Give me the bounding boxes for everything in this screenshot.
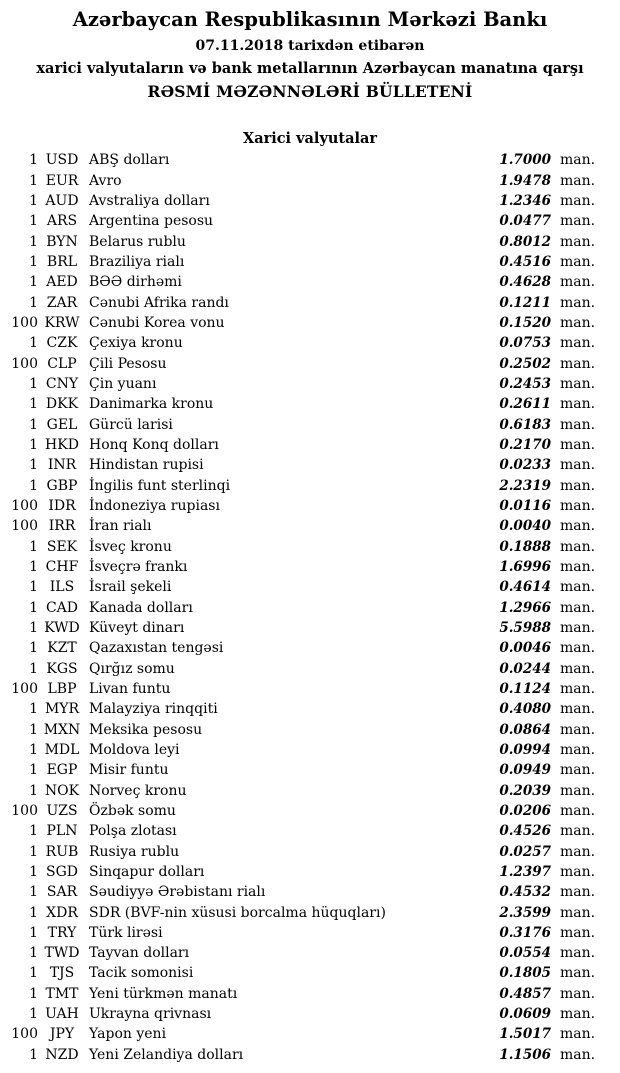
quantity: 1 [29, 233, 38, 250]
quantity: 100 [11, 355, 38, 372]
rate-row [0, 903, 620, 923]
rate-value: 0.0233 [499, 457, 551, 474]
currency-name: Danimarka kronu [89, 396, 214, 413]
currency-name: Yapon yeni [89, 1026, 167, 1043]
quantity: 1 [29, 924, 38, 941]
currency-code: KGS [46, 660, 78, 677]
currency-code: SAR [46, 884, 78, 901]
rate-row [0, 374, 620, 394]
currency-code: BYN [46, 233, 78, 250]
quantity: 100 [11, 680, 38, 697]
quantity: 1 [29, 599, 38, 616]
currency-name: Avstraliya dolları [89, 193, 210, 210]
currency-code: IDR [48, 497, 76, 514]
currency-unit-label: man. [560, 965, 596, 982]
currency-name: İsveç kronu [89, 538, 172, 555]
currency-name: Malayziya rinqqiti [89, 701, 218, 718]
currency-unit-label: man. [560, 802, 596, 819]
currency-code: SEK [46, 538, 78, 555]
quantity: 1 [29, 843, 38, 860]
rate-row [0, 435, 620, 455]
quantity: 1 [29, 436, 38, 453]
currency-code: NZD [45, 1046, 79, 1063]
currency-name: Moldova leyi [89, 741, 180, 758]
quantity: 1 [29, 1006, 38, 1023]
currency-name: Sinqapur dolları [89, 863, 205, 880]
rate-row [0, 598, 620, 618]
rate-value: 0.0206 [499, 802, 551, 819]
rate-value: 0.4526 [499, 823, 551, 840]
currency-code: DKK [45, 396, 79, 413]
currency-name: Kanada dolları [89, 599, 193, 616]
rate-row [0, 1024, 620, 1044]
currency-unit-label: man. [560, 945, 596, 962]
currency-name: Braziliya rialı [89, 254, 185, 270]
currency-code: GEL [46, 416, 78, 433]
currency-name: Livan funtu [89, 680, 171, 697]
currency-code: TWD [44, 945, 80, 962]
rate-value: 0.2453 [499, 375, 551, 392]
rate-row [0, 821, 620, 841]
currency-unit-label: man. [560, 416, 596, 433]
rate-row [0, 496, 620, 516]
rate-row [0, 882, 620, 902]
rate-value: 0.0040 [499, 518, 551, 535]
currency-name: Tayvan dolları [89, 945, 190, 962]
rate-row [0, 659, 620, 679]
rate-value: 0.0554 [499, 945, 551, 962]
currency-code: AED [46, 274, 78, 291]
quantity: 1 [29, 477, 38, 494]
currency-code: CAD [45, 599, 79, 616]
currency-unit-label: man. [560, 619, 596, 636]
currency-code: LBP [47, 680, 77, 697]
rate-value: 0.1805 [499, 965, 551, 982]
rate-value: 2.3599 [499, 904, 551, 921]
rate-row [0, 638, 620, 658]
currency-code: PLN [46, 823, 78, 840]
quantity: 1 [29, 579, 38, 596]
currency-code: EUR [45, 172, 79, 189]
currency-name: Meksika pesosu [89, 721, 203, 738]
currency-unit-label: man. [560, 152, 596, 169]
currency-unit-label: man. [560, 477, 596, 494]
rate-row [0, 557, 620, 577]
rate-value: 0.0257 [499, 843, 551, 860]
currency-unit-label: man. [560, 172, 596, 189]
currency-code: XDR [46, 904, 78, 921]
currency-name: Cənubi Korea vonu [89, 314, 225, 331]
currency-code: USD [45, 152, 79, 169]
currency-name: Çexiya kronu [89, 335, 183, 352]
bulletin-title: RƏSMİ MƏZƏNNƏLƏRİ BÜLLETENİ [147, 82, 473, 102]
rate-row [0, 272, 620, 292]
currency-name: Yeni Zelandiya dolları [89, 1046, 244, 1063]
rate-value: 1.1506 [499, 1046, 551, 1063]
rate-value: 0.0477 [499, 213, 551, 230]
quantity: 1 [29, 884, 38, 901]
quantity: 100 [11, 1026, 38, 1043]
currency-name: Misir funtu [89, 762, 169, 779]
section-title-foreign-currencies: Xarici valyutalar [242, 129, 378, 147]
currency-name: SDR (BVF-nin xüsusi borcalma hüquqları) [89, 904, 386, 921]
currency-unit-label: man. [560, 213, 596, 230]
rate-row [0, 191, 620, 211]
currency-name: Avro [89, 172, 122, 189]
currency-code: CNY [45, 375, 79, 392]
quantity: 1 [29, 274, 38, 291]
currency-code: KWD [44, 619, 80, 636]
rate-value: 0.2611 [499, 396, 551, 413]
rate-value: 0.0864 [499, 721, 551, 738]
rate-row [0, 943, 620, 963]
currency-code: TMT [45, 985, 79, 1002]
currency-code: ARS [46, 213, 78, 230]
currency-name: BƏƏ dirhəmi [89, 274, 182, 291]
currency-code: KRW [44, 314, 80, 331]
rate-value: 0.0609 [499, 1006, 551, 1023]
currency-name: Qırğız somu [89, 660, 175, 677]
rate-row [0, 760, 620, 780]
quantity: 100 [11, 497, 38, 514]
effective-date: 07.11.2018 tarixdən etibarən [195, 38, 425, 55]
rate-row [0, 801, 620, 821]
quantity: 100 [11, 518, 38, 535]
rate-value: 0.0046 [499, 640, 551, 657]
rate-row [0, 455, 620, 475]
bank-name-title: Azərbaycan Respublikasının Mərkəzi Bankı [72, 8, 548, 31]
rate-row [0, 293, 620, 313]
rate-value: 1.2346 [499, 193, 551, 210]
currency-unit-label: man. [560, 193, 596, 210]
quantity: 1 [29, 619, 38, 636]
rate-value: 0.2039 [499, 782, 551, 799]
currency-name: Çin yuanı [89, 375, 157, 392]
currency-name: Çili Pesosu [89, 355, 167, 372]
currency-unit-label: man. [560, 294, 596, 311]
quantity: 1 [29, 558, 38, 575]
quantity: 1 [29, 660, 38, 677]
rate-value: 0.0949 [499, 762, 551, 779]
rate-value: 1.5017 [499, 1026, 551, 1043]
quantity: 1 [29, 294, 38, 311]
quantity: 1 [29, 375, 38, 392]
currency-unit-label: man. [560, 274, 596, 291]
rate-row [0, 1004, 620, 1024]
currency-code: JPY [49, 1026, 75, 1043]
rate-row [0, 211, 620, 231]
currency-unit-label: man. [560, 436, 596, 453]
currency-unit-label: man. [560, 518, 596, 535]
currency-code: MDL [44, 741, 80, 758]
currency-name: Səudiyyə Ərəbistanı rialı [89, 884, 266, 901]
currency-code: MYR [44, 701, 80, 718]
currency-name: Ukrayna qrivnası [89, 1006, 212, 1023]
rate-row [0, 923, 620, 943]
quantity: 1 [29, 721, 38, 738]
currency-name: Polşa zlotası [89, 823, 177, 840]
rates-table [0, 150, 620, 1065]
currency-unit-label: man. [560, 1046, 596, 1063]
currency-unit-label: man. [560, 254, 596, 270]
currency-unit-label: man. [560, 924, 596, 941]
rate-value: 1.2397 [499, 863, 551, 880]
rate-value: 5.5988 [499, 619, 551, 636]
rate-row [0, 963, 620, 983]
rate-row [0, 740, 620, 760]
currency-code: HKD [45, 436, 79, 453]
currency-name: Norveç kronu [89, 782, 187, 799]
currency-code: ZAR [46, 294, 78, 311]
rate-row [0, 699, 620, 719]
currency-code: TJS [49, 965, 75, 982]
quantity: 1 [29, 335, 38, 352]
quantity: 1 [29, 945, 38, 962]
rate-row [0, 537, 620, 557]
currency-code: INR [47, 457, 77, 474]
currency-code: MXN [43, 721, 81, 738]
rate-value: 1.7000 [499, 152, 551, 169]
currency-name: İngilis funt sterlinqi [89, 477, 231, 494]
rate-row [0, 252, 620, 272]
currency-unit-label: man. [560, 721, 596, 738]
quantity: 1 [29, 762, 38, 779]
currency-code: UAH [45, 1006, 79, 1023]
quantity: 1 [29, 965, 38, 982]
rate-value: 1.6996 [499, 558, 551, 575]
rate-value: 1.9478 [499, 172, 551, 189]
currency-code: SGD [46, 863, 78, 880]
currency-unit-label: man. [560, 640, 596, 657]
currency-name: İsrail şekeli [89, 579, 172, 596]
rate-row [0, 720, 620, 740]
quantity: 1 [29, 416, 38, 433]
rate-row [0, 476, 620, 496]
rate-value: 0.1520 [499, 314, 551, 331]
currency-name: Gürcü larisi [89, 416, 173, 433]
rate-value: 0.0753 [499, 335, 551, 352]
currency-unit-label: man. [560, 497, 596, 514]
currency-unit-label: man. [560, 985, 596, 1002]
currency-unit-label: man. [560, 843, 596, 860]
rate-value: 0.2502 [499, 355, 551, 372]
currency-code: CZK [46, 335, 78, 352]
currency-code: IRR [48, 518, 76, 535]
quantity: 1 [29, 985, 38, 1002]
rate-row [0, 516, 620, 536]
currency-code: NOK [44, 782, 80, 799]
rate-value: 0.4532 [499, 884, 551, 901]
rate-row [0, 415, 620, 435]
currency-unit-label: man. [560, 396, 596, 413]
currency-code: CHF [45, 558, 79, 575]
rate-value: 1.2966 [499, 599, 551, 616]
rate-row [0, 577, 620, 597]
rate-row [0, 984, 620, 1004]
currency-name: Qazaxıstan tengəsi [89, 640, 224, 657]
currency-unit-label: man. [560, 375, 596, 392]
currency-unit-label: man. [560, 335, 596, 352]
currency-code: ILS [49, 579, 75, 596]
rate-row [0, 618, 620, 638]
currency-name: Özbək somu [89, 802, 176, 819]
currency-unit-label: man. [560, 741, 596, 758]
rate-value: 0.4080 [499, 701, 551, 718]
quantity: 1 [29, 823, 38, 840]
currency-code: AUD [45, 193, 79, 210]
currency-name: Yeni türkmən manatı [89, 985, 238, 1002]
rate-value: 2.2319 [499, 477, 551, 494]
quantity: 1 [29, 538, 38, 555]
rate-row [0, 679, 620, 699]
currency-unit-label: man. [560, 457, 596, 474]
rate-row [0, 313, 620, 333]
rate-value: 0.4516 [499, 254, 551, 270]
bulletin-subtitle: xarici valyutaların və bank metallarının Azərbaycan manatına qarşı [36, 59, 584, 77]
quantity: 1 [29, 863, 38, 880]
quantity: 1 [29, 213, 38, 230]
rate-row [0, 862, 620, 882]
quantity: 1 [29, 782, 38, 799]
currency-name: Tacik somonisi [89, 965, 194, 982]
currency-code: BRL [46, 254, 78, 270]
quantity: 1 [29, 457, 38, 474]
currency-name: Honq Konq dolları [89, 436, 219, 453]
quantity: 1 [29, 701, 38, 718]
quantity: 100 [11, 802, 38, 819]
currency-unit-label: man. [560, 538, 596, 555]
currency-name: Türk lirəsi [89, 924, 163, 941]
currency-unit-label: man. [560, 314, 596, 331]
rate-row [0, 781, 620, 801]
rate-value: 0.1211 [499, 294, 551, 311]
currency-name: ABŞ dolları [89, 152, 170, 169]
currency-unit-label: man. [560, 701, 596, 718]
currency-unit-label: man. [560, 884, 596, 901]
currency-name: Belarus rublu [89, 233, 186, 250]
rate-row [0, 171, 620, 191]
rate-value: 0.2170 [499, 436, 551, 453]
currency-name: İndoneziya rupiası [89, 497, 220, 514]
rate-value: 0.8012 [499, 233, 551, 250]
rate-row [0, 150, 620, 170]
currency-unit-label: man. [560, 1026, 596, 1043]
currency-unit-label: man. [560, 762, 596, 779]
quantity: 1 [29, 172, 38, 189]
currency-code: TRY [47, 924, 77, 941]
quantity: 1 [29, 396, 38, 413]
rate-row [0, 1045, 620, 1065]
currency-unit-label: man. [560, 558, 596, 575]
quantity: 1 [29, 904, 38, 921]
rate-row [0, 232, 620, 252]
quantity: 1 [29, 193, 38, 210]
rate-row [0, 333, 620, 353]
currency-unit-label: man. [560, 782, 596, 799]
currency-code: UZS [46, 802, 78, 819]
currency-unit-label: man. [560, 599, 596, 616]
currency-code: CLP [47, 355, 77, 372]
quantity: 1 [29, 254, 38, 270]
rate-value: 0.4857 [499, 985, 551, 1002]
currency-unit-label: man. [560, 904, 596, 921]
quantity: 1 [29, 152, 38, 169]
quantity: 1 [29, 1046, 38, 1063]
currency-unit-label: man. [560, 355, 596, 372]
rate-value: 0.0244 [499, 660, 551, 677]
currency-name: İsveçrə frankı [89, 558, 188, 575]
currency-unit-label: man. [560, 233, 596, 250]
quantity: 100 [11, 314, 38, 331]
currency-unit-label: man. [560, 680, 596, 697]
currency-name: Rusiya rublu [89, 843, 180, 860]
rate-value: 0.0116 [499, 497, 551, 514]
currency-code: EGP [46, 762, 78, 779]
currency-code: KZT [47, 640, 77, 657]
rate-row [0, 354, 620, 374]
currency-name: Argentina pesosu [89, 213, 214, 230]
currency-name: Hindistan rupisi [89, 457, 204, 474]
currency-unit-label: man. [560, 1006, 596, 1023]
currency-unit-label: man. [560, 863, 596, 880]
currency-unit-label: man. [560, 660, 596, 677]
currency-name: Cənubi Afrika randı [89, 294, 229, 311]
rate-row [0, 842, 620, 862]
rate-value: 0.4614 [499, 579, 551, 596]
currency-unit-label: man. [560, 823, 596, 840]
rate-value: 0.0994 [499, 741, 551, 758]
currency-code: RUB [45, 843, 79, 860]
currency-code: GBP [46, 477, 78, 494]
rate-value: 0.1888 [499, 538, 551, 555]
currency-name: İran rialı [89, 518, 152, 535]
quantity: 1 [29, 741, 38, 758]
rate-value: 0.1124 [499, 680, 551, 697]
rate-value: 0.6183 [499, 416, 551, 433]
rate-value: 0.3176 [499, 924, 551, 941]
rate-value: 0.4628 [499, 274, 551, 291]
rate-row [0, 394, 620, 414]
quantity: 1 [29, 640, 38, 657]
currency-unit-label: man. [560, 579, 596, 596]
currency-name: Küveyt dinarı [89, 619, 185, 636]
